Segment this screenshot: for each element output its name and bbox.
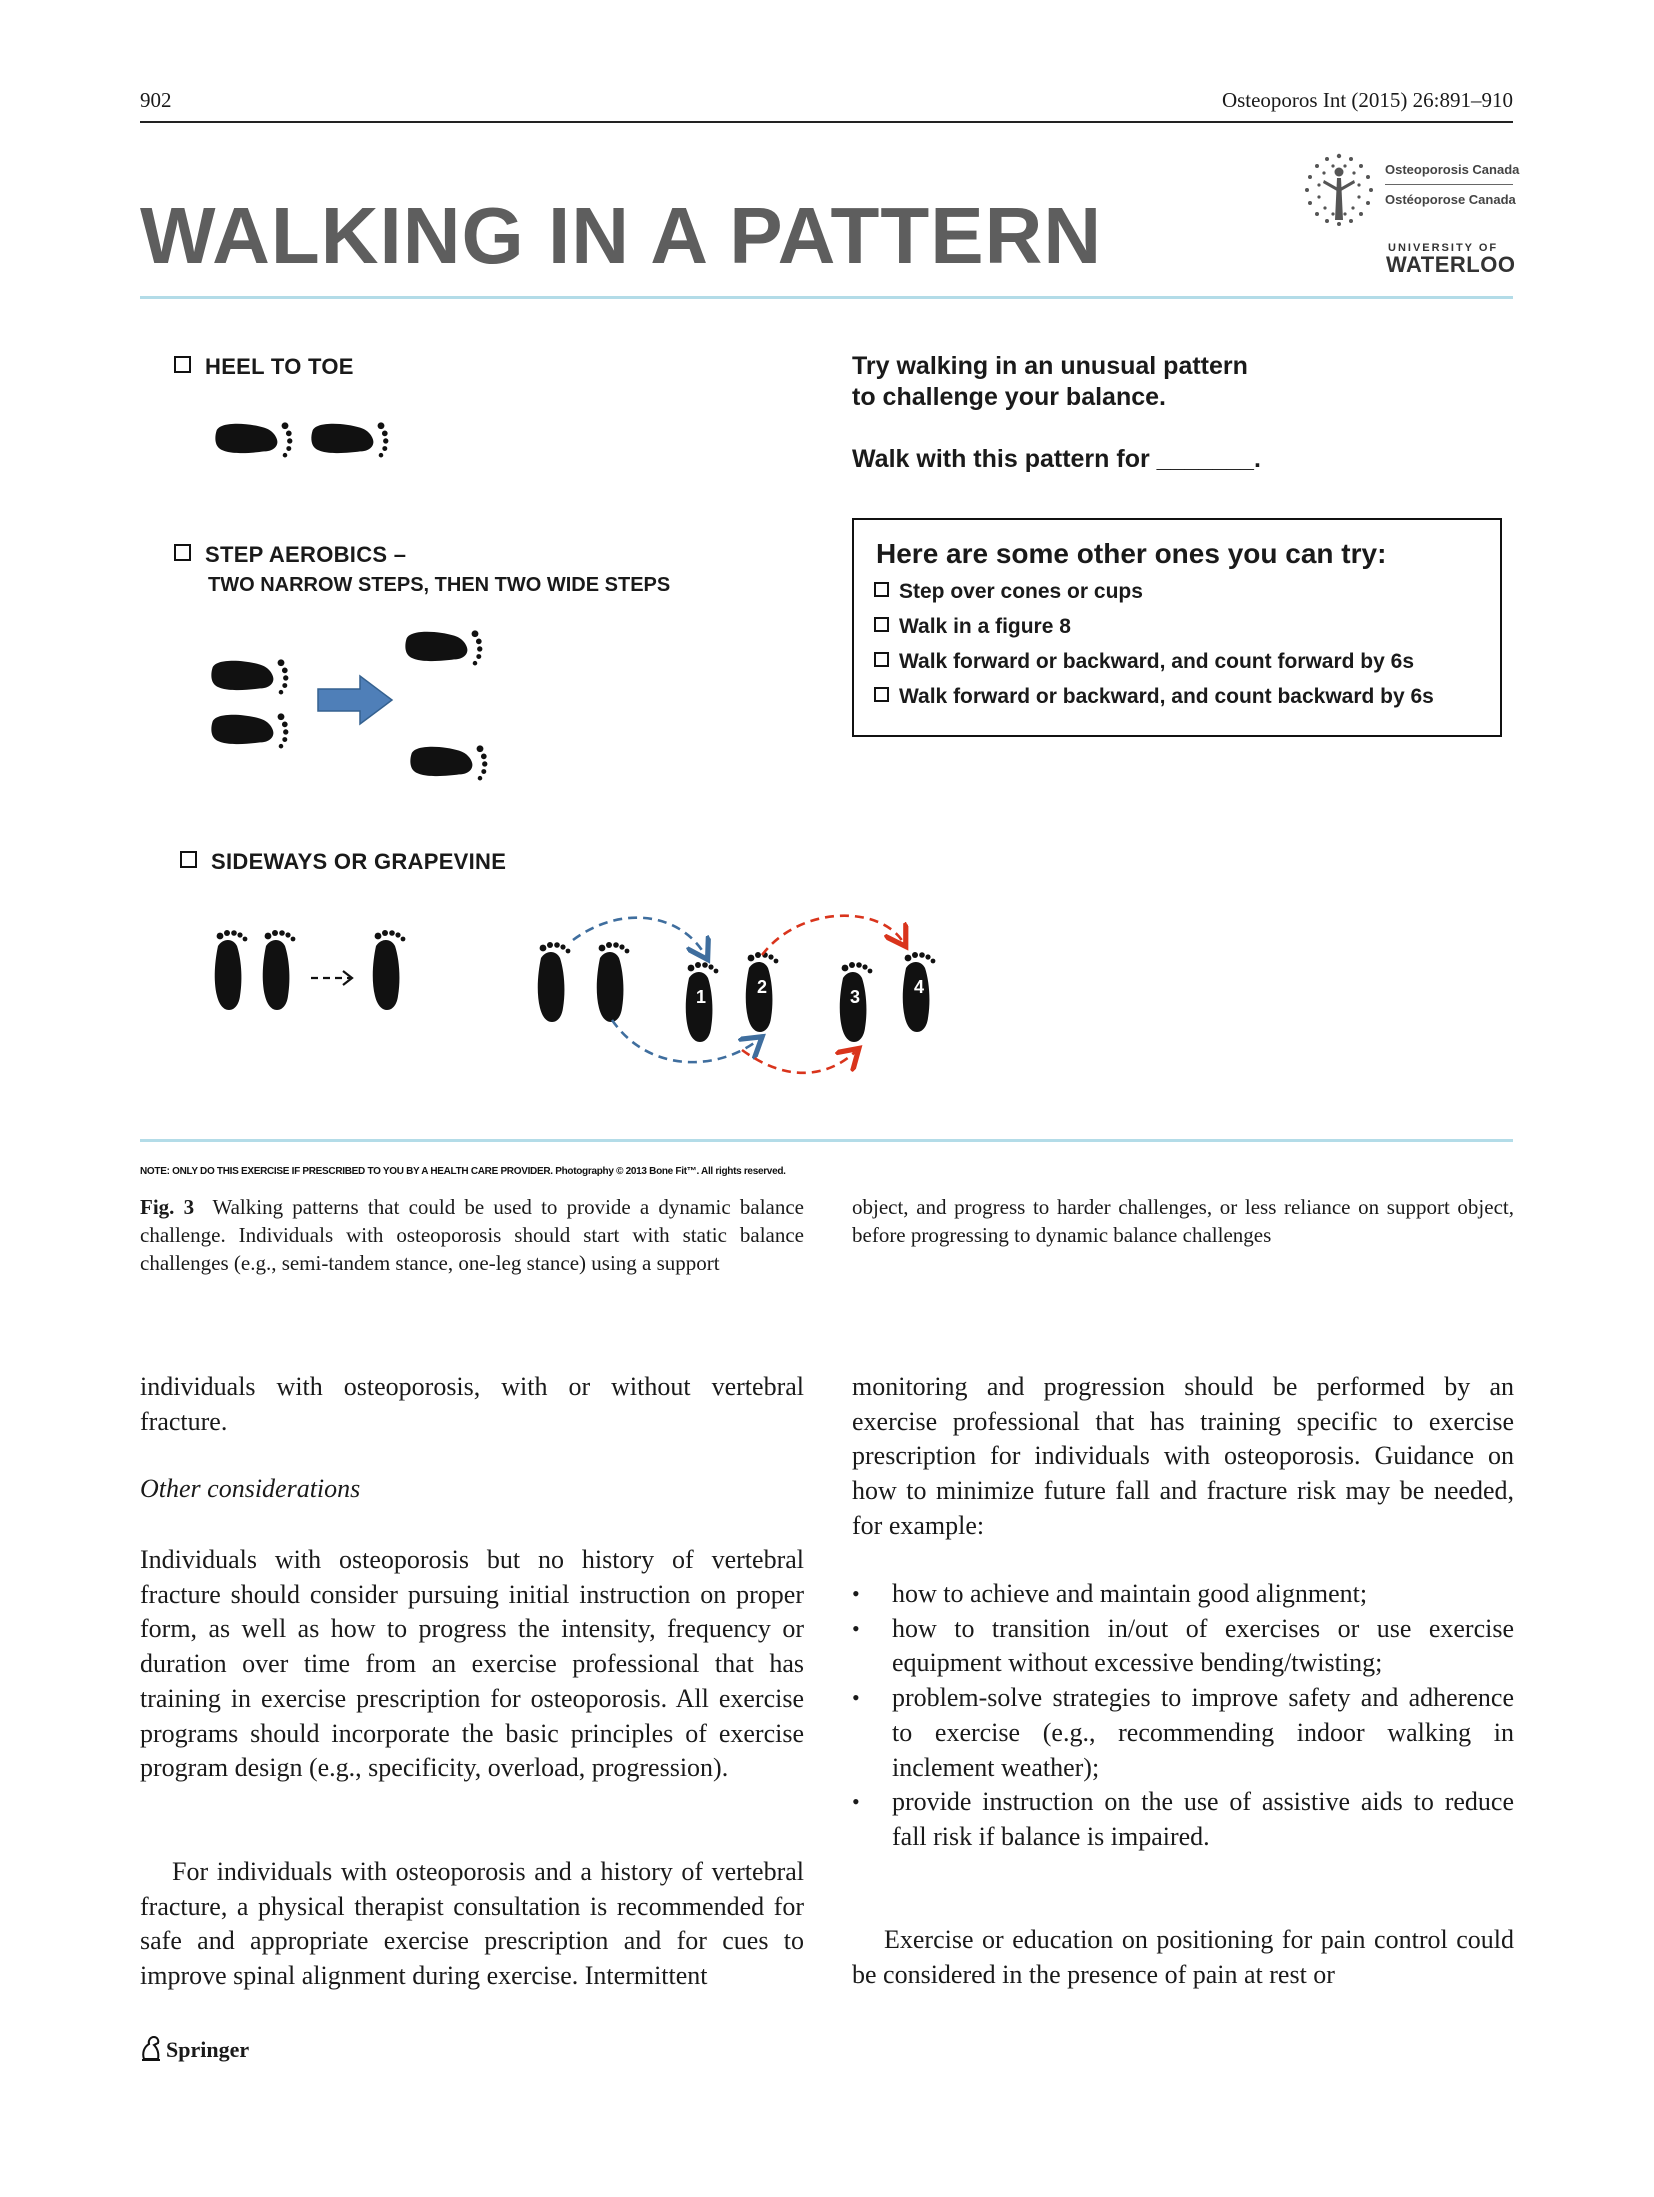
university-label-large: WATERLOO (1386, 252, 1516, 277)
org-name-english: Osteoporosis Canada (1385, 162, 1520, 177)
other-patterns-title: Here are some other ones you can try: (876, 538, 1387, 569)
publisher-name: Springer (166, 2037, 250, 2062)
sideways-footprints (215, 930, 406, 1010)
publisher-logo (140, 2035, 249, 2063)
body-paragraph: Individuals with osteoporosis but no history of vertebral fracture should consider pursuing initial instruction on proper form, as well as how to progress the intensity, frequency or duration over time from an exercise professional that has training in exercise prescription for osteoporosis. All exercise programs should incorporate the basic principles of exercise program design (e.g., specificity, overload, progression). (140, 1545, 804, 1783)
step-number: 1 (695, 987, 707, 1007)
heel-to-toe-label: HEEL TO TOE (174, 354, 354, 380)
heel-to-toe-footprints (215, 422, 388, 457)
sideways-label: SIDEWAYS OR GRAPEVINE (180, 849, 506, 875)
walk-duration-prompt: Walk with this pattern for _______. (852, 445, 1261, 473)
step-number: 3 (849, 987, 861, 1007)
body-paragraph: Exercise or education on positioning for pain control could be considered in the presence of pain at rest or (852, 1925, 1514, 1989)
springer-horse-icon (140, 2035, 162, 2061)
figure-title: WALKING IN A PATTERN (140, 191, 1103, 280)
figure-bottom-rule (140, 1139, 1513, 1142)
figure-caption-left (140, 1193, 804, 1277)
body-paragraph: monitoring and progression should be performed by an exercise professional that has training specific to exercise prescription for individuals with osteoporosis. Guidance on how to minimize future fall and fracture risk may be needed, for example: (852, 1372, 1514, 1540)
step-number: 2 (756, 977, 768, 997)
list-item: • how to achieve and maintain good alignment; (852, 1577, 1514, 1612)
section-heading: Other considerations (140, 1474, 361, 1503)
other-pattern-item: Walk in a figure 8 (874, 615, 1071, 639)
grapevine-footprints (538, 942, 936, 1042)
dashed-arrow-icon (311, 971, 352, 985)
other-pattern-item: Walk forward or backward, and count forward by 6s (874, 650, 1414, 674)
other-pattern-item: Walk forward or backward, and count backward by 6s (874, 685, 1434, 709)
other-pattern-item: Step over cones or cups (874, 580, 1143, 604)
caption-label: Fig. 3 (140, 1195, 195, 1219)
right-arrow-icon (318, 676, 392, 724)
step-aerobics-label: STEP AEROBICS – (174, 542, 406, 568)
body-paragraph: individuals with osteoporosis, with or without vertebral fracture. (140, 1372, 804, 1436)
figure-caption-right: object, and progress to harder challenges, or less reliance on support object, before progressing to dynamic balance challenges (852, 1195, 1514, 1247)
list-item: • how to transition in/out of exercises or use exercise equipment without excessive bending/twisting; (852, 1612, 1514, 1681)
challenge-text-line1: Try walking in an unusual pattern (852, 352, 1248, 380)
journal-reference: Osteoporos Int (2015) 26:891–910 (1221, 88, 1513, 112)
step-aerobics-subtitle: TWO NARROW STEPS, THEN TWO WIDE STEPS (208, 574, 671, 596)
challenge-text-line2: to challenge your balance. (852, 383, 1166, 411)
list-item: • provide instruction on the use of assistive aids to reduce fall risk if balance is impaired. (852, 1785, 1514, 1854)
figure-note: NOTE: ONLY DO THIS EXERCISE IF PRESCRIBED TO YOU BY A HEALTH CARE PROVIDER. Photography © 2013 Bone Fit™. All rights reserved. (140, 1166, 786, 1177)
org-name-french: Ostéoporose Canada (1385, 192, 1516, 207)
university-label-small: UNIVERSITY OF (1388, 242, 1499, 254)
body-paragraph: For individuals with osteoporosis and a history of vertebral fracture, a physical therapist consultation is recommended for safe and appropriate exercise prescription and for cues to improve spinal alignment during exercise. Intermittent (140, 1857, 804, 1991)
guidance-list (852, 1577, 1514, 1855)
list-item: • problem-solve strategies to improve safety and adherence to exercise (e.g., recommending indoor walking in inclement weather); (852, 1681, 1514, 1785)
step-number: 4 (913, 977, 925, 997)
page-number: 902 (140, 88, 172, 112)
caption-text: Walking patterns that could be used to provide a dynamic balance challenge. Individuals with osteoporosis should start with static balance challenges (e.g., semi-tandem stance, one-leg stance) using a support (140, 1195, 805, 1275)
